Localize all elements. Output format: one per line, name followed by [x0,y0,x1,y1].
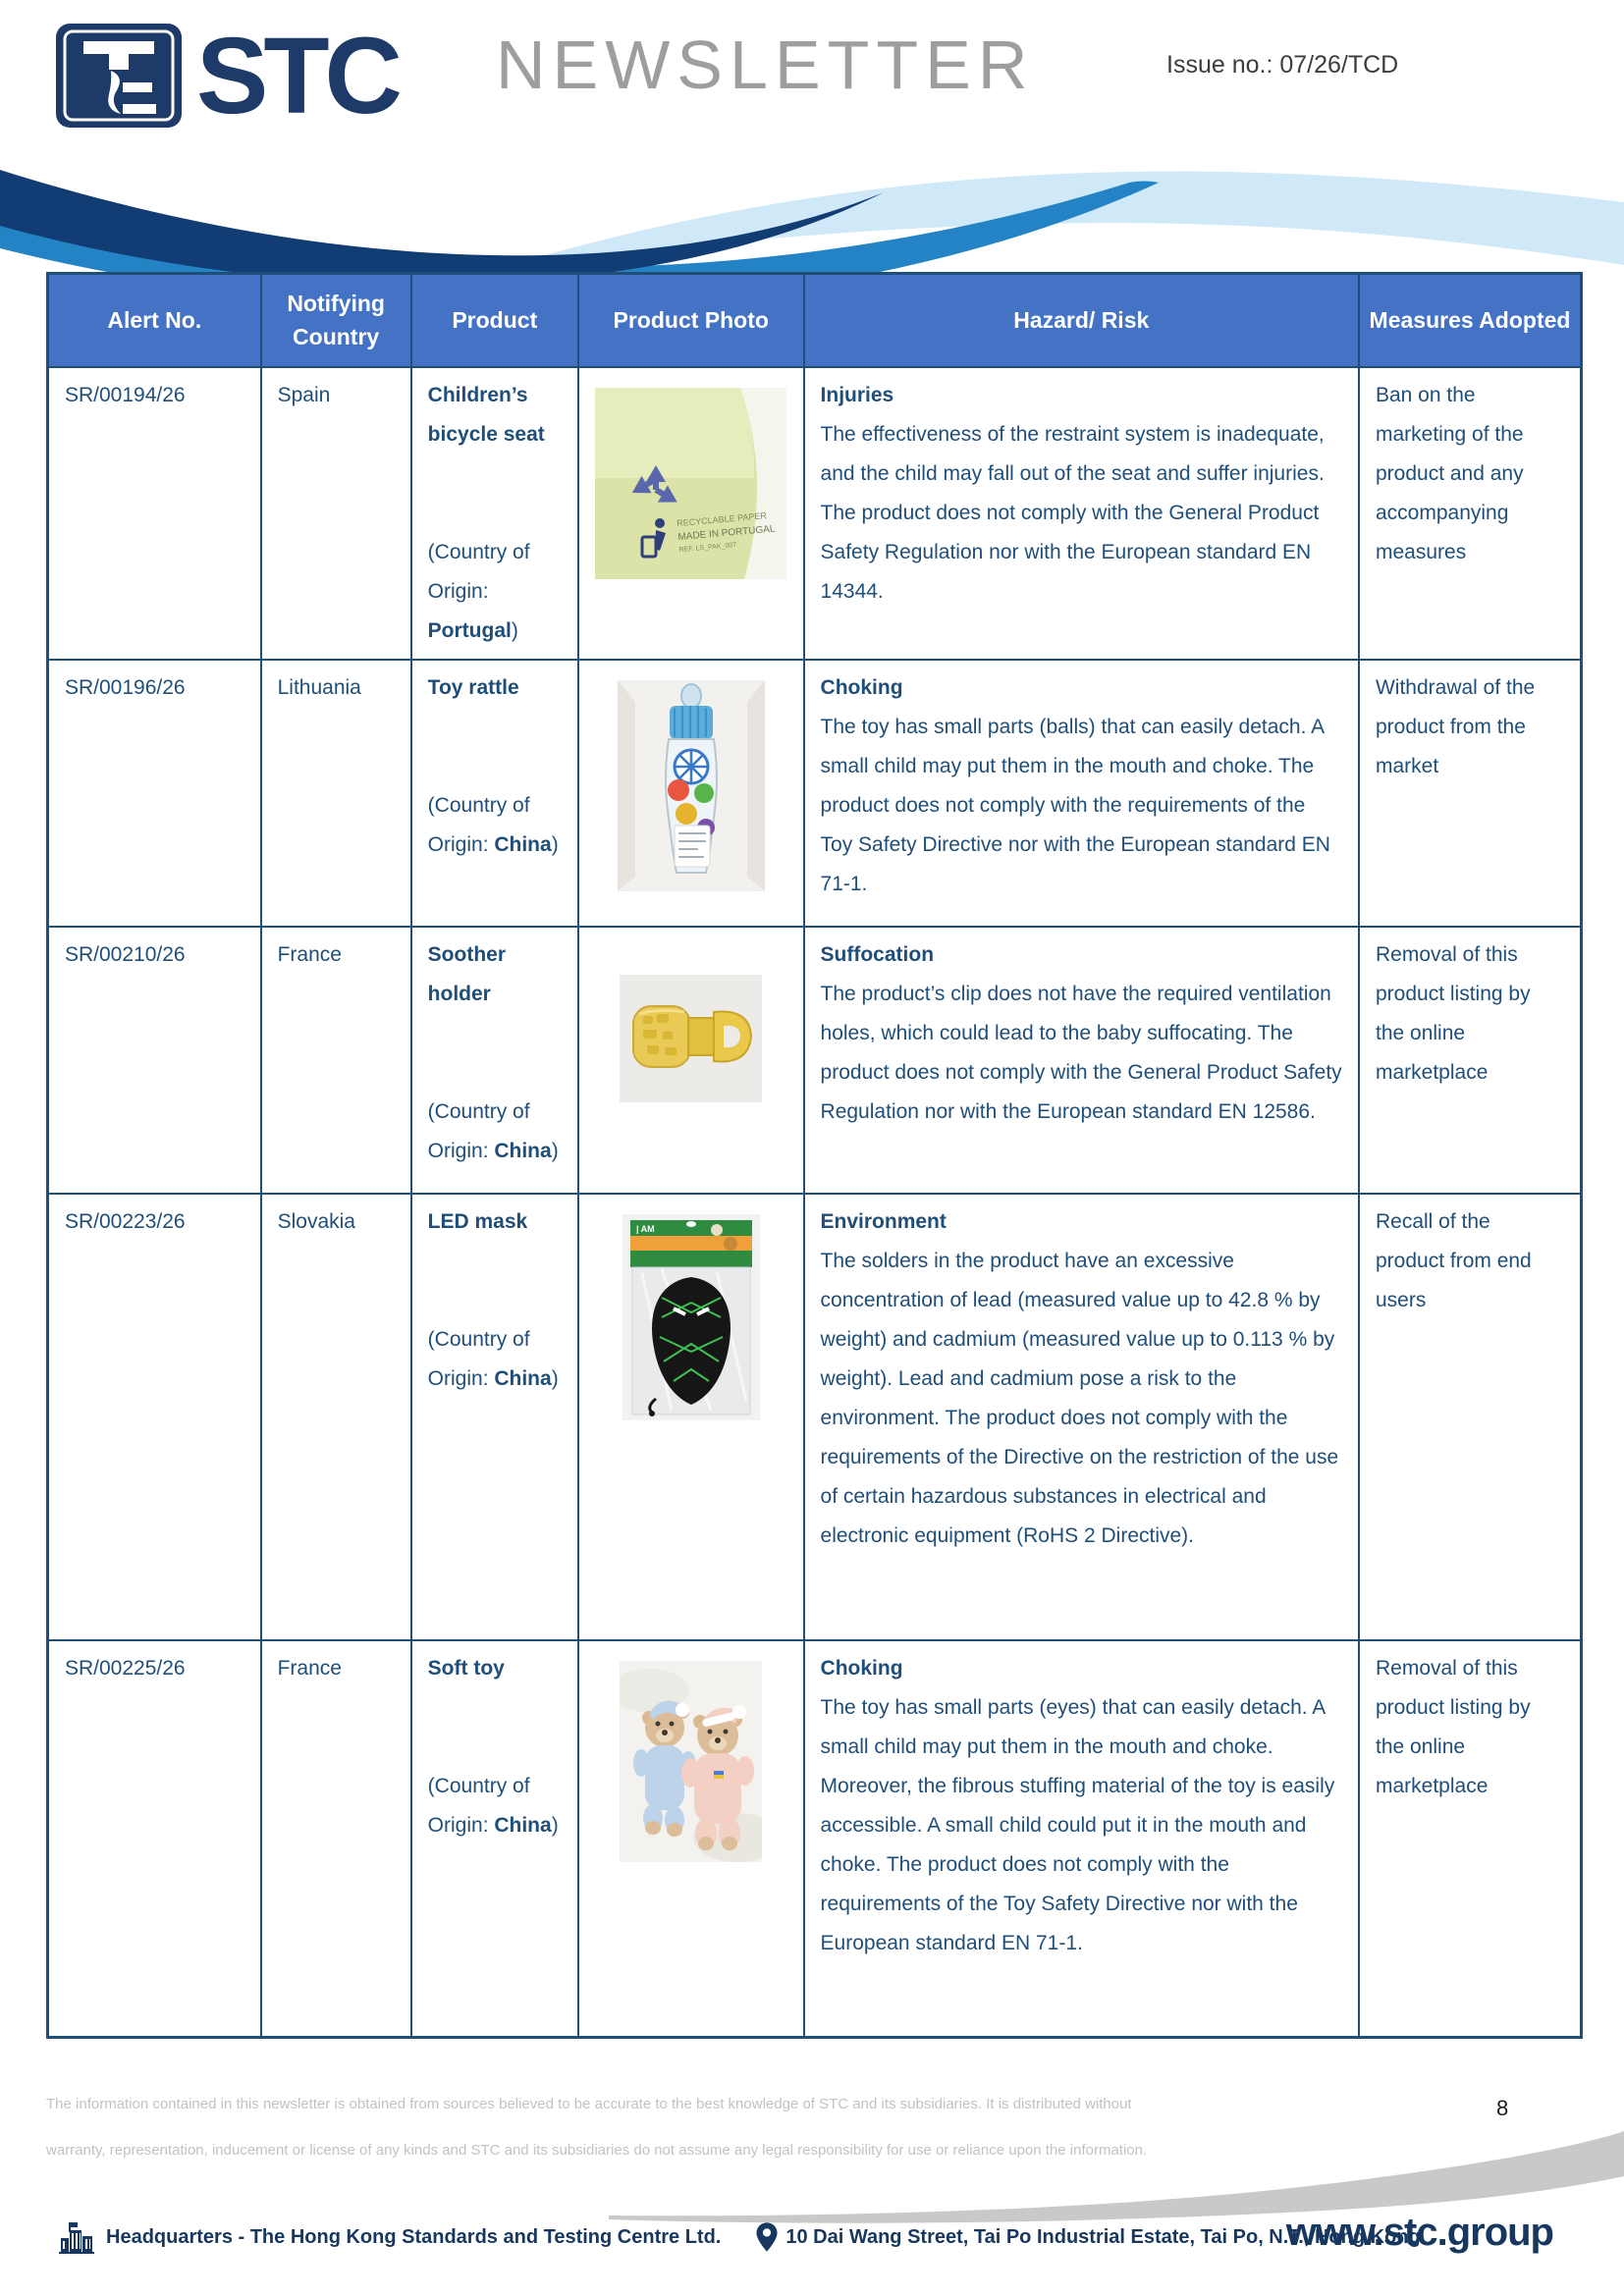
address-text: 10 Dai Wang Street, Tai Po Industrial Estate, Tai Po, N.T., Hong Kong [785,2225,1421,2248]
hazard-title: Choking [820,1656,903,1680]
photo-cell [578,1194,804,1640]
website-url: www.stc.group [1285,2211,1553,2254]
alert-no-cell: SR/00223/26 [48,1194,261,1640]
table-row [48,367,1582,660]
alert-no-cell: SR/00196/26 [48,660,261,927]
column-header-notifying-country: Notifying Country [261,274,411,367]
table-row [48,660,1582,927]
product-name: Children’s bicycle seat [427,383,545,446]
alerts-table [46,272,1583,2039]
origin-note: (Country of Origin: China) [427,1774,559,1837]
alert-no-cell: SR/00225/26 [48,1640,261,2038]
country-cell: France [261,1640,411,2038]
column-header-hazard-risk: Hazard/ Risk [804,274,1359,367]
product-name: LED mask [427,1209,528,1233]
country-cell: Lithuania [261,660,411,927]
column-header-product: Product [411,274,578,367]
alert-no-cell: SR/00194/26 [48,367,261,660]
newsletter-title: NEWSLETTER [496,27,1035,103]
product-photo-toy-rattle [618,680,765,891]
label-line3: REF. LS_PAK_007 [678,541,737,554]
product-photo-recyclable-label [595,388,786,579]
column-header-product-photo: Product Photo [578,274,804,367]
table-row [48,1640,1582,2038]
photo-cell [578,660,804,927]
hazard-cell [804,927,1359,1194]
hazard-body: The toy has small parts (balls) that can easily detach. A small child may put them in the mouth and choke. The product does not comply with the requirements of the Toy Safety Directive nor with the European standard EN 71-1. [820,715,1330,895]
product-photo-soft-toys [620,1661,762,1862]
footer-info-bar [59,2220,1421,2254]
country-cell: France [261,927,411,1194]
hazard-title: Injuries [820,383,894,406]
page-number: 8 [1496,2096,1509,2120]
origin-note: (Country of Origin: Portugal) [427,540,530,642]
disclaimer-line-1: The information contained in this newsletter is obtained from sources believed to be accurate to the best knowledge of STC and its subsidiaries. It is distributed without [46,2096,1132,2112]
measures-cell: Ban on the marketing of the product and any accompanying measures [1359,367,1582,660]
column-header-alert-no: Alert No. [48,274,261,367]
svg-text:| AM: | AM [635,1223,655,1234]
stc-logo-text: STC [196,16,398,136]
hazard-title: Choking [820,675,903,699]
product-cell [411,1194,578,1640]
table-header-row [48,274,1582,367]
country-cell: Spain [261,367,411,660]
product-cell [411,367,578,660]
measures-cell: Removal of this product listing by the online marketplace [1359,1640,1582,2038]
product-cell [411,927,578,1194]
hazard-title: Suffocation [820,942,935,966]
photo-cell [578,927,804,1194]
stc-logo-emblem-icon [54,22,187,132]
table-row [48,927,1582,1194]
hazard-cell [804,660,1359,927]
photo-cell [578,1640,804,2038]
product-photo-led-mask [623,1214,760,1420]
issue-number: Issue no.: 07/26/TCD [1166,51,1399,79]
hazard-body: The effectiveness of the restraint system is inadequate, and the child may fall out of the seat and suffer injuries. The product does not comply with the General Product Safety Regulation nor with the European standard EN 14344. [820,422,1325,603]
column-header-measures-adopted: Measures Adopted [1359,274,1582,367]
origin-note: (Country of Origin: China) [427,793,559,856]
product-cell [411,1640,578,2038]
country-cell: Slovakia [261,1194,411,1640]
hazard-cell [804,367,1359,660]
alert-no-cell: SR/00210/26 [48,927,261,1194]
product-name: Soft toy [427,1656,505,1680]
origin-note: (Country of Origin: China) [427,1099,559,1162]
table-row [48,1194,1582,1640]
measures-cell: Removal of this product listing by the online marketplace [1359,927,1582,1194]
product-name: Toy rattle [427,675,519,699]
label-line2: MADE IN PORTUGAL [677,522,777,543]
hazard-cell [804,1640,1359,2038]
hazard-body: The solders in the product have an excessive concentration of lead (measured value up to 42.8 % by weight) and cadmium (measured value up to 0.113 % by weight). Lead and cadmium pose a risk to the environment. The product does not comply with the requirements of the Directive on the restriction of the use of certain hazardous substances in electrical and electronic equipment (RoHS 2 Directive). [820,1249,1339,1547]
product-cell [411,660,578,927]
disclaimer-line-2: warranty, representation, inducement or license of any kinds and STC and its subsidiaries do not assume any legal responsibility for use or reliance upon the information. [46,2142,1148,2159]
measures-cell: Withdrawal of the product from the market [1359,660,1582,927]
photo-cell [578,367,804,660]
building-icon [59,2220,94,2254]
hazard-body: The toy has small parts (eyes) that can easily detach. A small child may put them in the mouth and choke. Moreover, the fibrous stuffing material of the toy is easily accessible. A small child could put it in the mouth and choke. The product does not comply with the requirements of the Toy Safety Directive nor with the European standard EN 71-1. [820,1695,1335,1954]
location-pin-icon [756,2222,778,2252]
headquarters-text: Headquarters - The Hong Kong Standards and Testing Centre Ltd. [106,2225,722,2248]
origin-note: (Country of Origin: China) [427,1327,559,1390]
measures-cell: Recall of the product from end users [1359,1194,1582,1640]
product-name: Soother holder [427,942,507,1005]
product-photo-soother-clip [620,975,762,1102]
hazard-title: Environment [820,1209,947,1233]
label-line1: RECYCLABLE PAPER [677,509,768,528]
stc-logo [54,16,398,136]
hazard-cell [804,1194,1359,1640]
hazard-body: The product’s clip does not have the required ventilation holes, which could lead to the baby suffocating. The product does not comply with the General Product Safety Regulation nor with the European standard EN 12586. [820,982,1342,1123]
